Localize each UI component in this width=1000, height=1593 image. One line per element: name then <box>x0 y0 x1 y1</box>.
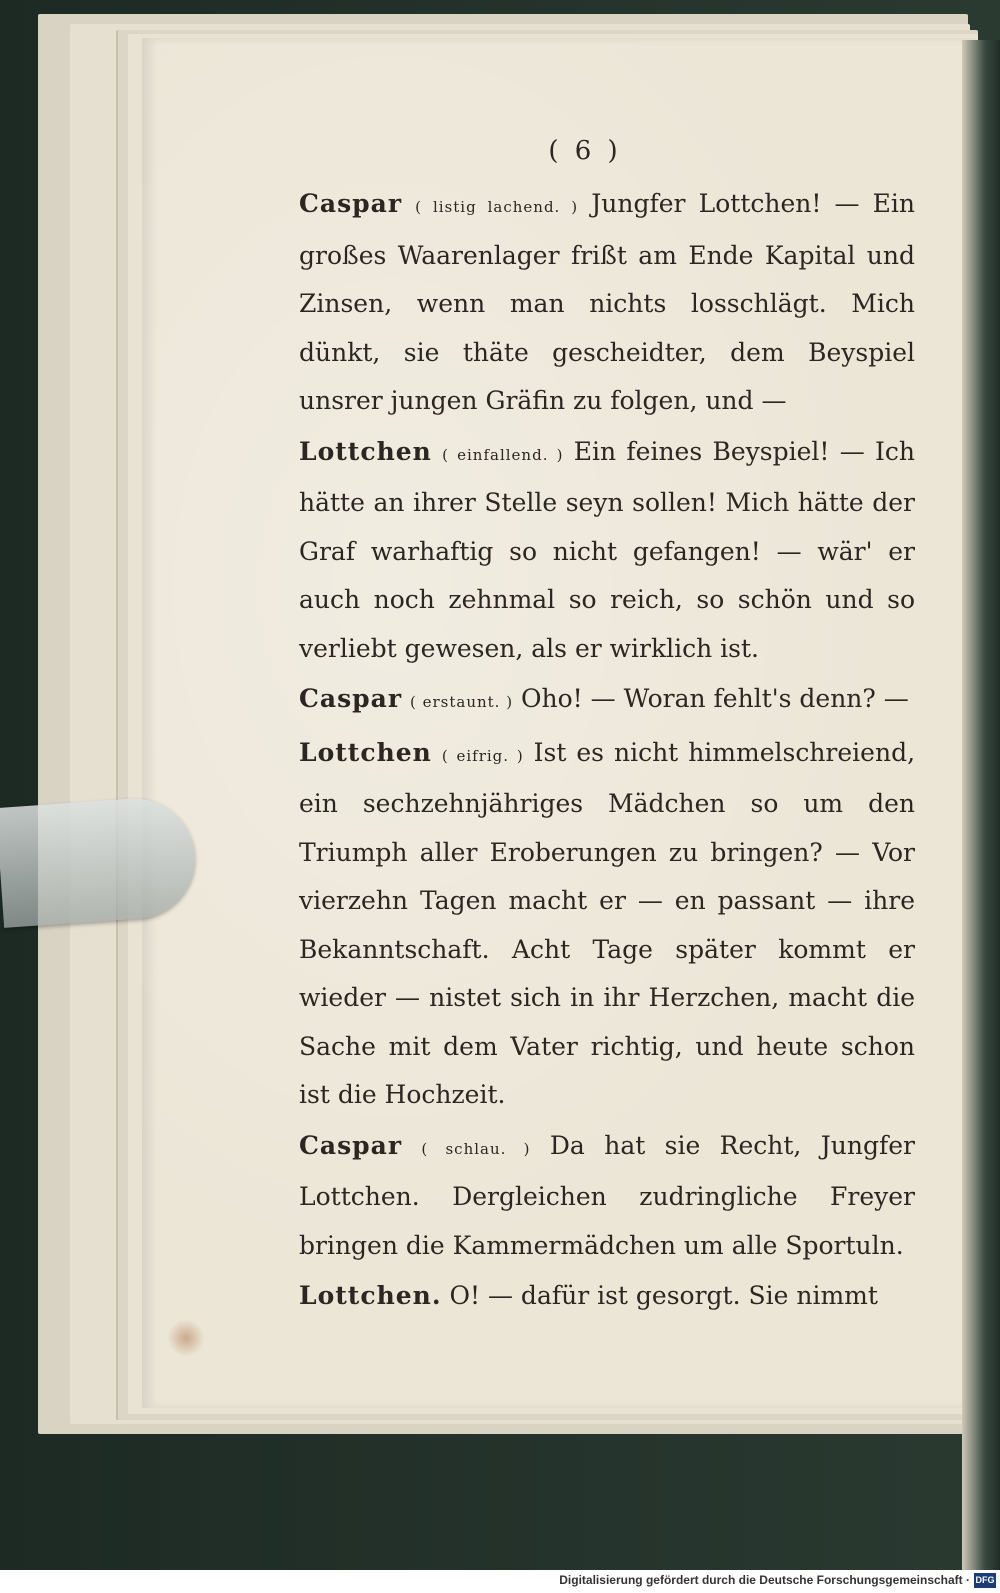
paper-stain <box>166 1320 206 1356</box>
dialogue-paragraph <box>265 675 915 727</box>
digitization-footer <box>0 1570 1000 1593</box>
stage-direction: ( schlau. ) <box>421 1139 531 1158</box>
dialogue-text: Oho! — Woran fehlt's denn? — <box>521 684 909 713</box>
stage-direction: ( erstaunt. ) <box>409 693 514 711</box>
speaker-name: Lottchen <box>299 737 432 767</box>
dialogue-text: O! — dafür ist gesorgt. Sie nimmt <box>449 1281 878 1310</box>
page-text <box>265 180 915 1321</box>
dialogue-text: Da hat sie Recht, Jungfer Lottchen. Dergleichen zudringliche Freyer bringen die Kammermädchen um alle Sportuln. <box>299 1130 915 1260</box>
stage-direction: ( listig lachend. ) <box>415 198 579 216</box>
dialogue-text: Jungfer Lottchen! — Ein großes Waarenlager frißt am Ende Kapital und Zinsen, wenn man nichts losschlägt. Mich dünkt, sie thäte gescheidter, dem Beyspiel unsrer jungen Gräfin zu folgen, und — <box>299 189 916 415</box>
dialogue-paragraph <box>265 729 915 1120</box>
page-number: ( 6 ) <box>548 136 622 166</box>
speaker-name: Caspar <box>299 684 403 713</box>
speaker-name: Caspar <box>299 189 403 218</box>
dialogue-text: Ist es nicht himmelschreiend, ein sechzehnjähriges Mädchen so um den Triumph aller Eroberungen zu bringen? — Vor vierzehn Tagen macht er — en passant — ihre Bekanntschaft. Acht Tage später kommt er wieder — nistet sich in ihr Herzchen, macht die Sache mit dem Vater richtig, und heute schon ist die Hochzeit. <box>299 737 916 1109</box>
page-holder-clip <box>0 795 199 928</box>
dialogue-text: Ein feines Beyspiel! — Ich hätte an ihrer Stelle seyn sollen! Mich hätte der Graf warhaftig so nicht gefangen! — wär' er auch noch zehnmal so reich, so schön und so verliebt gewesen, als er wirklich ist. <box>299 436 915 663</box>
stage-direction: ( einfallend. ) <box>442 445 564 464</box>
stage-direction: ( eifrig. ) <box>441 746 524 765</box>
dialogue-paragraph <box>265 1122 915 1271</box>
footer-credit: Digitalisierung gefördert durch die Deutsche Forschungsgemeinschaft · <box>559 1573 970 1587</box>
book-spine-shadow <box>962 40 1000 1570</box>
dialogue-paragraph <box>265 428 915 674</box>
speaker-name: Caspar <box>299 1130 403 1160</box>
dialogue-paragraph <box>265 180 915 426</box>
speaker-name: Lottchen <box>299 436 432 466</box>
speaker-name: Lottchen. <box>299 1281 442 1310</box>
dialogue-paragraph <box>265 1272 915 1321</box>
dfg-logo: DFG <box>974 1573 996 1588</box>
